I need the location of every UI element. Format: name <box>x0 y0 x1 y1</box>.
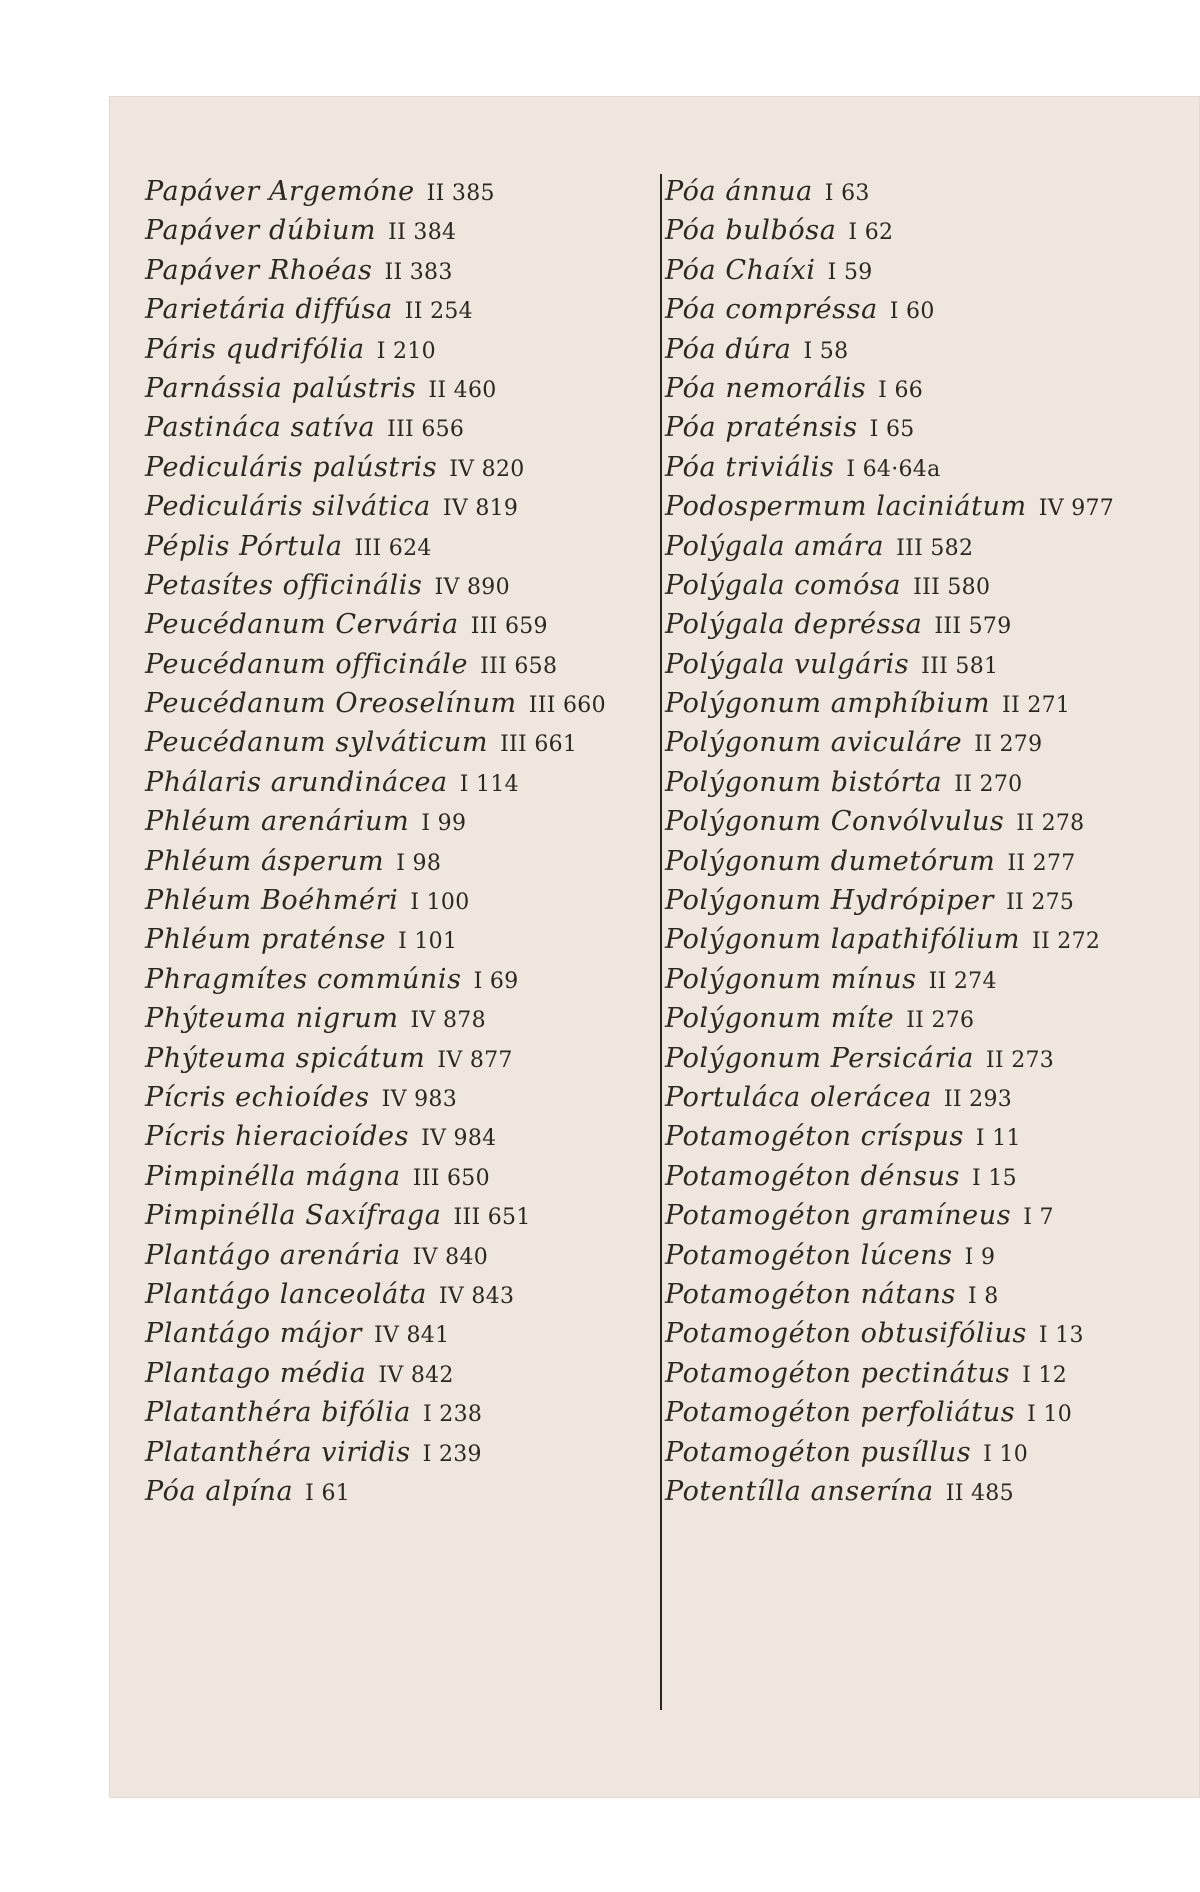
volume-page-reference: II 272 <box>1032 929 1101 955</box>
index-entry <box>665 487 1195 526</box>
species-name: Portuláca oleráceа <box>665 1081 932 1113</box>
volume-page-reference: IV 819 <box>442 496 519 522</box>
species-name: Potamogéton gramíneus <box>665 1200 1012 1232</box>
index-entry <box>145 605 650 644</box>
volume-page-reference: I 11 <box>975 1126 1021 1152</box>
volume-page-reference: IV 842 <box>378 1362 454 1388</box>
species-name: Páris qudrifólia <box>145 333 365 365</box>
index-entry <box>665 960 1195 999</box>
volume-page-reference: I 210 <box>376 338 436 364</box>
index-entry <box>665 211 1195 250</box>
volume-page-reference: I 61 <box>305 1480 351 1506</box>
index-entry <box>665 802 1195 841</box>
species-name: Póa bulbósa <box>665 215 837 247</box>
index-entry <box>145 1117 650 1156</box>
index-entry <box>665 448 1195 487</box>
volume-page-reference: I 69 <box>473 968 519 994</box>
species-name: Pastináca satíva <box>145 412 376 444</box>
species-name: Polýgonum amphíbium <box>665 688 991 720</box>
species-name: Petasítes officinális <box>145 569 423 601</box>
index-entry <box>665 251 1195 290</box>
species-name: Plantágo lanceoláta <box>145 1278 427 1310</box>
right-column <box>665 172 1195 1511</box>
species-name: Polýgala depréssa <box>665 609 923 641</box>
species-name: Potamogéton pectinátus <box>665 1357 1011 1389</box>
volume-page-reference: IV 841 <box>374 1323 450 1349</box>
volume-page-reference: IV 820 <box>449 456 525 482</box>
species-name: Pícris echioídes <box>145 1081 370 1113</box>
left-column <box>145 172 650 1511</box>
volume-page-reference: IV 840 <box>412 1244 489 1270</box>
index-entry <box>665 999 1195 1038</box>
species-name: Póa ánnua <box>665 176 813 207</box>
species-name: Phýteuma nigrum <box>145 1003 399 1035</box>
species-name: Péplis Pórtula <box>145 530 343 562</box>
index-entry <box>665 172 1195 211</box>
index-entry <box>145 802 650 841</box>
volume-page-reference: III 658 <box>480 653 558 679</box>
species-name: Phléum Boéhméri <box>145 885 399 917</box>
volume-page-reference: I 58 <box>803 338 849 364</box>
species-name: Póa alpína <box>145 1475 294 1507</box>
species-name: Parnássia palústris <box>145 372 417 404</box>
species-name: Polýgonum lapathifólium <box>665 924 1021 956</box>
index-entry <box>145 1196 650 1235</box>
volume-page-reference: I 13 <box>1038 1323 1084 1349</box>
species-name: Pediculáris palústris <box>145 451 438 483</box>
index-entry <box>665 1039 1195 1078</box>
index-entry <box>145 330 650 369</box>
index-entry <box>665 605 1195 644</box>
species-name: Polýgala vulgáris <box>665 648 910 680</box>
index-entry <box>665 1354 1195 1393</box>
species-name: Phýteuma spicátum <box>145 1042 426 1074</box>
index-entry <box>145 1472 650 1511</box>
species-name: Peucédanum Oreoselínum <box>145 688 517 720</box>
volume-page-reference: I 65 <box>869 417 915 443</box>
volume-page-reference: I 98 <box>396 850 442 876</box>
species-name: Pícris hieracioídes <box>145 1121 410 1153</box>
index-entry <box>145 999 650 1038</box>
species-name: Polýgonum mínus <box>665 963 917 995</box>
index-entry <box>145 290 650 329</box>
volume-page-reference: III 582 <box>896 535 974 561</box>
volume-page-reference: II 384 <box>388 220 457 246</box>
volume-page-reference: II 383 <box>384 259 453 285</box>
volume-page-reference: I 101 <box>398 929 458 955</box>
index-entry <box>665 1117 1195 1156</box>
volume-page-reference: I 239 <box>422 1441 482 1467</box>
index-entry <box>145 684 650 723</box>
index-entry <box>145 1236 650 1275</box>
volume-page-reference: II 293 <box>943 1086 1013 1112</box>
volume-page-reference: I 66 <box>878 377 924 403</box>
species-name: Potamogéton críspus <box>665 1121 964 1153</box>
index-entry <box>145 1039 650 1078</box>
index-entry <box>665 1314 1195 1353</box>
species-name: Potamogéton nátans <box>665 1278 956 1310</box>
volume-page-reference: III 650 <box>412 1165 490 1191</box>
index-entry <box>145 960 650 999</box>
index-entry <box>145 1393 650 1432</box>
volume-page-reference: III 580 <box>913 574 991 600</box>
species-name: Podospermum laciniátum <box>665 491 1027 523</box>
species-name: Polýgonum Persicária <box>665 1042 974 1074</box>
volume-page-reference: III 661 <box>500 732 578 758</box>
volume-page-reference: IV 977 <box>1038 496 1115 522</box>
index-entry <box>665 1196 1195 1235</box>
volume-page-reference: I 99 <box>421 811 467 837</box>
volume-page-reference: I 63 <box>824 181 870 206</box>
species-name: Póa dúra <box>665 333 792 365</box>
volume-page-reference: II 485 <box>945 1480 1014 1506</box>
species-name: Polýgonum Convólvulus <box>665 806 1005 838</box>
volume-page-reference: I 10 <box>1027 1402 1073 1428</box>
species-name: Peucédanum officinále <box>145 648 469 680</box>
species-name: Phléum ásperum <box>145 845 385 877</box>
volume-page-reference: II 385 <box>426 181 495 206</box>
index-entry <box>145 763 650 802</box>
volume-page-reference: II 271 <box>1002 693 1071 719</box>
species-name: Papáver Argemóne <box>145 176 415 207</box>
species-name: Polýgonum aviculáre <box>665 727 963 759</box>
volume-page-reference: I 62 <box>848 220 894 246</box>
species-name: Polýgala comósa <box>665 569 902 601</box>
index-entry <box>145 566 650 605</box>
species-name: Phragmítes commúnis <box>145 963 462 995</box>
index-entry <box>665 1275 1195 1314</box>
volume-page-reference: III 660 <box>528 693 606 719</box>
index-entry <box>145 842 650 881</box>
index-entry <box>665 723 1195 762</box>
volume-page-reference: II 254 <box>404 299 473 325</box>
volume-page-reference: II 274 <box>928 968 997 994</box>
volume-page-reference: II 273 <box>985 1047 1055 1073</box>
index-entry <box>665 1433 1195 1472</box>
volume-page-reference: I 7 <box>1023 1205 1054 1231</box>
index-entry <box>665 1157 1195 1196</box>
species-name: Platanthéra viridis <box>145 1436 411 1468</box>
species-name: Parietária diffúsa <box>145 294 393 326</box>
volume-page-reference: III 624 <box>354 535 432 561</box>
species-name: Plantágo májor <box>145 1318 362 1350</box>
volume-page-reference: I 10 <box>983 1441 1029 1467</box>
volume-page-reference: I 60 <box>889 299 935 325</box>
index-entry <box>665 527 1195 566</box>
index-entry <box>665 1393 1195 1432</box>
species-name: Phléum praténse <box>145 924 387 956</box>
index-entry <box>145 527 650 566</box>
index-entry <box>145 251 650 290</box>
index-entry <box>145 645 650 684</box>
volume-page-reference: II 278 <box>1016 811 1085 837</box>
volume-page-reference: I 64·64a <box>846 456 941 482</box>
species-name: Póa praténsis <box>665 412 858 444</box>
species-name: Peucédanum sylváticum <box>145 727 489 759</box>
index-entry <box>665 842 1195 881</box>
species-name: Póa compréssa <box>665 294 878 326</box>
volume-page-reference: IV 890 <box>434 574 510 600</box>
volume-page-reference: II 275 <box>1006 890 1075 916</box>
species-name: Papáver dúbium <box>145 215 377 247</box>
species-name: Plantago média <box>145 1357 367 1389</box>
index-entry <box>665 330 1195 369</box>
volume-page-reference: I 114 <box>459 771 519 797</box>
volume-page-reference: III 651 <box>453 1205 531 1231</box>
species-name: Phálaris arundinácea <box>145 766 448 798</box>
index-entry <box>665 566 1195 605</box>
species-name: Potamogéton pusíllus <box>665 1436 972 1468</box>
species-name: Pimpinélla mágna <box>145 1160 401 1192</box>
species-name: Póa Chaíxi <box>665 254 816 286</box>
index-entry <box>145 1078 650 1117</box>
volume-page-reference: III 581 <box>921 653 999 679</box>
volume-page-reference: II 276 <box>906 1008 975 1034</box>
index-entry <box>665 645 1195 684</box>
index-entry <box>145 408 650 447</box>
index-entry <box>145 1354 650 1393</box>
volume-page-reference: IV 843 <box>438 1283 515 1309</box>
volume-page-reference: IV 984 <box>421 1126 497 1152</box>
index-entry <box>665 1472 1195 1511</box>
species-name: Papáver Rhoéas <box>145 254 373 286</box>
species-name: Polýgonum Hydrópiper <box>665 885 995 917</box>
species-name: Potamogéton dénsus <box>665 1160 961 1192</box>
species-name: Platanthéra bifólia <box>145 1397 411 1429</box>
volume-page-reference: II 270 <box>954 771 1023 797</box>
index-entry <box>145 920 650 959</box>
volume-page-reference: IV 877 <box>437 1047 513 1073</box>
species-name: Póa triviális <box>665 451 835 483</box>
index-entry <box>145 448 650 487</box>
index-entry <box>145 172 650 211</box>
volume-page-reference: II 460 <box>428 377 497 403</box>
index-entry <box>145 211 650 250</box>
index-entry <box>665 369 1195 408</box>
column-divider <box>660 174 662 1710</box>
volume-page-reference: III 656 <box>387 417 465 443</box>
volume-page-reference: I 8 <box>967 1283 999 1309</box>
species-name: Pediculáris silvática <box>145 491 431 523</box>
volume-page-reference: I 59 <box>827 259 873 285</box>
volume-page-reference: I 238 <box>422 1402 483 1428</box>
species-name: Potamogéton perfoliátus <box>665 1397 1016 1429</box>
index-entry <box>665 684 1195 723</box>
volume-page-reference: II 279 <box>974 732 1043 758</box>
species-name: Potamogéton lúcens <box>665 1239 953 1271</box>
index-entry <box>145 487 650 526</box>
index-entry <box>145 1157 650 1196</box>
species-name: Potamogéton obtusifólius <box>665 1318 1027 1350</box>
index-entry <box>665 920 1195 959</box>
species-name: Póa nemorális <box>665 372 867 404</box>
volume-page-reference: III 579 <box>934 614 1012 640</box>
volume-page-reference: I 15 <box>972 1165 1017 1191</box>
volume-page-reference: II 277 <box>1007 850 1076 876</box>
volume-page-reference: IV 983 <box>381 1086 458 1112</box>
species-name: Plantágo arenária <box>145 1239 401 1271</box>
volume-page-reference: I 12 <box>1022 1362 1068 1388</box>
index-entry <box>145 1433 650 1472</box>
species-name: Polýgonum bistórta <box>665 766 943 798</box>
index-entry <box>665 1236 1195 1275</box>
species-name: Pimpinélla Saxífraga <box>145 1200 442 1232</box>
species-name: Polýgonum míte <box>665 1003 895 1035</box>
index-entry <box>145 1314 650 1353</box>
species-name: Peucédanum Cervária <box>145 609 459 641</box>
volume-page-reference: I 9 <box>964 1244 996 1270</box>
species-name: Polýgala amára <box>665 530 885 562</box>
index-entry <box>145 1275 650 1314</box>
index-entry <box>665 290 1195 329</box>
volume-page-reference: I 100 <box>410 890 470 916</box>
volume-page-reference: III 659 <box>470 614 548 640</box>
index-entry <box>665 1078 1195 1117</box>
species-name: Potentílla anserína <box>665 1475 934 1507</box>
index-entry <box>665 408 1195 447</box>
index-entry <box>145 369 650 408</box>
index-entry <box>665 881 1195 920</box>
index-entry <box>665 763 1195 802</box>
index-entry <box>145 881 650 920</box>
species-name: Phléum arenárium <box>145 806 410 838</box>
index-entry <box>145 723 650 762</box>
species-name: Polýgonum dumetórum <box>665 845 996 877</box>
volume-page-reference: IV 878 <box>410 1008 486 1034</box>
